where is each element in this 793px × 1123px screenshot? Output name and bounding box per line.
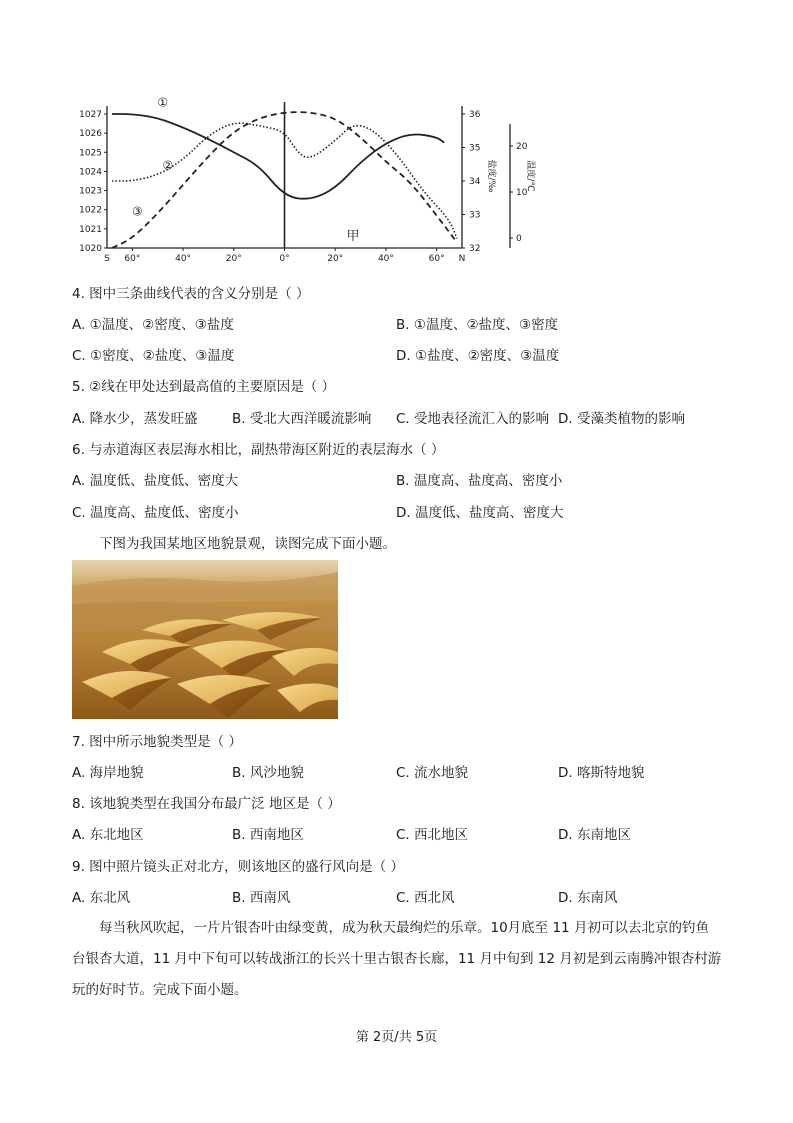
question-6-option-c[interactable]: C. 温度高、盐度低、密度小 (72, 505, 239, 521)
question-6-option-a[interactable]: A. 温度低、盐度低、密度大 (72, 473, 239, 489)
series-label-1: ① (157, 96, 169, 110)
question-6-stem: 6. 与赤道海区表层海水相比，副热带海区附近的表层海水（ ） (72, 442, 445, 458)
salinity-axis-label: 盐度/‰ (486, 159, 496, 193)
question-7-option-c[interactable]: C. 流水地貌 (396, 765, 469, 781)
temperature-axis-tick-label: 0 (516, 234, 522, 244)
question-6-option-b[interactable]: B. 温度高、盐度高、密度小 (396, 473, 563, 489)
annotation-jia: 甲 (346, 229, 360, 244)
landform-intro: 下图为我国某地区地貌景观，读图完成下面小题。 (99, 536, 396, 552)
x-axis-tick-label: 20° (225, 254, 242, 264)
series-label-3: ③ (132, 204, 143, 219)
question-9-option-a[interactable]: A. 东北风 (72, 890, 131, 906)
left-axis-tick-label: 1023 (79, 186, 102, 197)
desert-dune-photo (72, 560, 338, 719)
question-9-option-c[interactable]: C. 西北风 (396, 890, 455, 906)
question-8-option-b[interactable]: B. 西南地区 (232, 827, 304, 843)
question-9-option-b[interactable]: B. 西南风 (232, 890, 291, 906)
question-5-option-d[interactable]: D. 受藻类植物的影响 (558, 411, 685, 427)
question-5-option-a[interactable]: A. 降水少，蒸发旺盛 (72, 411, 198, 427)
question-4-option-b[interactable]: B. ①温度、②盐度、③密度 (396, 317, 559, 333)
ocean-profile-chart (75, 96, 545, 266)
question-8-option-a[interactable]: A. 东北地区 (72, 827, 144, 843)
left-axis-tick-label: 1020 (79, 244, 102, 254)
question-7-option-d[interactable]: D. 喀斯特地貌 (558, 765, 645, 781)
question-8-option-d[interactable]: D. 东南地区 (558, 827, 631, 843)
salinity-axis-tick-label: 34 (469, 177, 481, 187)
left-axis-tick-label: 1027 (79, 110, 102, 120)
question-4-option-d[interactable]: D. ①盐度、②密度、③温度 (396, 348, 560, 364)
temperature-axis-tick-label: 20 (516, 142, 528, 152)
temperature-axis-tick-label: 10 (516, 188, 528, 198)
question-5-option-c[interactable]: C. 受地表径流汇入的影响 (396, 411, 550, 427)
x-axis-tick-label: 60° (124, 254, 141, 264)
page-number-footer: 第 2页/共 5页 (355, 1030, 438, 1045)
x-axis-tick-label: 60° (428, 254, 445, 264)
salinity-axis-tick-label: 36 (469, 110, 481, 120)
series-label-2: ② (162, 158, 174, 173)
series-line-1 (112, 114, 444, 199)
question-8-stem: 8. 该地貌类型在我国分布最广泛 地区是（ ） (72, 796, 341, 812)
temperature-axis-label: 温度/℃ (525, 160, 535, 192)
question-5-option-b[interactable]: B. 受北大西洋暖流影响 (232, 411, 372, 427)
salinity-axis-tick-label: 33 (469, 210, 481, 221)
question-4-option-a[interactable]: A. ①温度、②密度、③盐度 (72, 317, 234, 333)
x-axis-tick-label: 20° (327, 254, 344, 264)
question-5-stem: 5. ②线在甲处达到最高值的主要原因是（ ） (72, 379, 336, 395)
x-axis-tick-label: 40° (377, 254, 394, 264)
left-axis-tick-label: 1024 (79, 167, 102, 178)
x-axis-tick-label: N (458, 254, 466, 264)
question-4-stem: 4. 图中三条曲线代表的含义分别是（ ） (72, 286, 310, 302)
question-4-option-c[interactable]: C. ①密度、②盐度、③温度 (72, 348, 235, 364)
left-axis-tick-label: 1021 (79, 224, 102, 235)
question-8-option-c[interactable]: C. 西北地区 (396, 827, 469, 843)
x-axis-tick-label: 40° (175, 254, 192, 264)
left-axis-tick-label: 1022 (79, 205, 102, 216)
left-axis-tick-label: 1026 (79, 129, 102, 140)
question-7-stem: 7. 图中所示地貌类型是（ ） (72, 734, 242, 750)
ginkgo-intro-paragraph: 每当秋风吹起，一片片银杏叶由绿变黄，成为秋天最绚烂的乐章。10月底至 11 月初可以去北京的钓鱼台银杏大道，11 月中下旬可以转战浙江的长兴十里古银杏长廊，11 月中旬到 12 月初是到云南腾冲银杏村游玩的好时节。完成下面小题。 (72, 920, 722, 998)
salinity-axis-tick-label: 32 (469, 244, 481, 254)
question-7-option-a[interactable]: A. 海岸地貌 (72, 765, 144, 781)
question-9-option-d[interactable]: D. 东南风 (558, 890, 618, 906)
question-9-stem: 9. 图中照片镜头正对北方，则该地区的盛行风向是（ ） (72, 859, 404, 875)
salinity-axis-tick-label: 35 (469, 143, 481, 154)
x-axis-tick-label: S (104, 254, 110, 264)
left-axis-tick-label: 1025 (79, 148, 102, 159)
x-axis-tick-label: 0° (279, 254, 290, 264)
question-6-option-d[interactable]: D. 温度低、盐度高、密度大 (396, 505, 564, 521)
question-7-option-b[interactable]: B. 风沙地貌 (232, 765, 304, 781)
